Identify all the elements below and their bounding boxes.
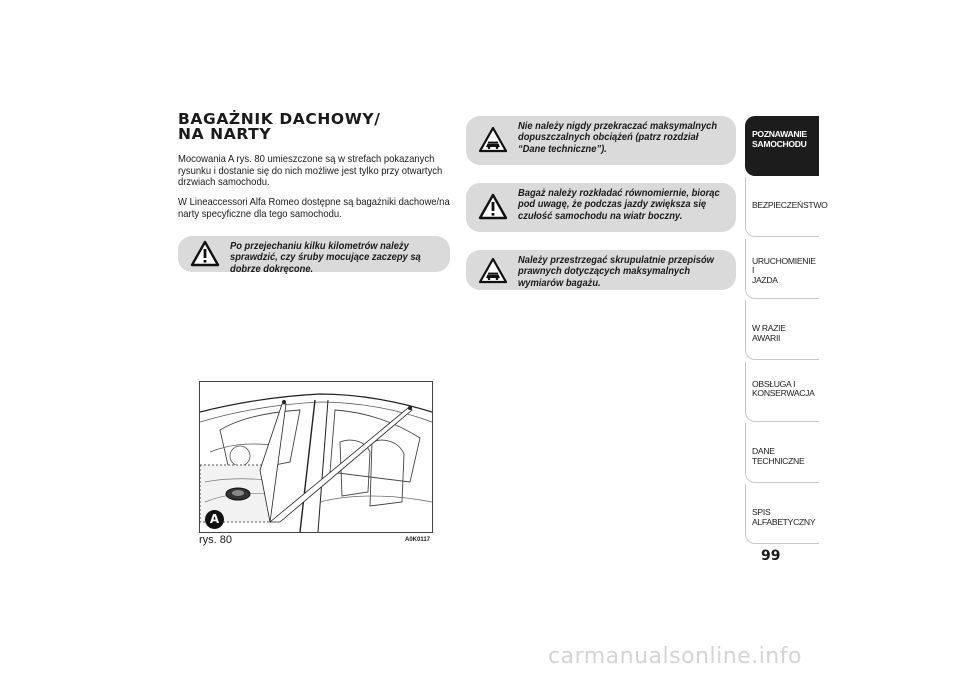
tab-label: KONSERWACJA	[752, 388, 815, 399]
warning-box-even-load	[466, 183, 736, 232]
warning-text: Bagaż należy rozkładać równomiernie, biorąc pod uwagę, że podczas jazdy zwiększa się czułość samochodu na wiatr boczny.	[518, 188, 720, 222]
car-interior-illustration	[200, 382, 432, 532]
roof-rack-mount-figure	[199, 381, 433, 533]
tab-label: POZNAWANIE	[752, 129, 807, 139]
tab-label: BEZPIECZEŃSTWO	[752, 200, 828, 211]
accessories-paragraph: W Lineaccessori Alfa Romeo dostępne są bagażniki dachowe/na narty specyficzne dla tego samochodu.	[178, 197, 450, 220]
figure-code: A0K0117	[405, 537, 431, 543]
tab-label: DANE TECHNICZNE	[752, 445, 805, 466]
tab-obsluga-i-konserwacja[interactable]	[745, 362, 819, 422]
tab-bezpieczenstwo[interactable]	[745, 177, 828, 237]
warning-triangle-icon	[190, 240, 220, 267]
tab-spis-alfabetyczny[interactable]	[745, 484, 819, 544]
warning-triangle-icon	[478, 193, 508, 220]
car-warning-icon	[478, 126, 508, 153]
figure-caption: rys. 80	[199, 534, 233, 546]
callout-label-a: A	[205, 510, 224, 529]
page-number: 99	[761, 548, 781, 564]
tab-label: W RAZIE AWARII	[752, 323, 786, 343]
tab-label: OBSŁUGA I	[752, 378, 796, 389]
car-warning-icon	[478, 257, 508, 284]
section-title	[178, 112, 380, 142]
warning-text: Po przejechaniu kilku kilometrów należy sprawdzić, czy śruby mocujące zaczepy są dobrze dokręcone.	[230, 241, 421, 275]
tab-label: URUCHOMIENIE I	[752, 255, 816, 276]
tab-w-razie-awarii[interactable]	[745, 300, 819, 360]
watermark: carmanualsonline.info	[548, 644, 802, 669]
tab-uruchomienie-i-jazda[interactable]	[745, 239, 819, 299]
tab-label: SAMOCHODU	[752, 138, 807, 149]
section-title-line1: BAGAŻNIK DACHOWY/	[178, 110, 381, 128]
mounting-paragraph: Mocowania A rys. 80 umieszczone są w strefach pokazanych rysunku i dostanie się do nich możliwe jest tylko przy otwartych drzwiach samochodu.	[178, 154, 443, 189]
tab-label: JAZDA	[752, 274, 778, 285]
warning-text: Należy przestrzegać skrupulatnie przepisów prawnych dotyczących maksymalnych wymiarów bagażu.	[518, 255, 714, 289]
chapter-tabs	[745, 116, 828, 546]
warning-box-regulations	[466, 250, 736, 290]
tab-dane-techniczne[interactable]	[745, 423, 819, 483]
tab-label: SPIS ALFABETYCZNY	[752, 507, 816, 527]
warning-box-check-bolts	[178, 236, 450, 275]
warning-text: Nie należy nigdy przekraczać maksymalnych dopuszczalnych obciążeń (patrz rozdział “Dane techniczne”).	[518, 121, 718, 155]
warning-box-max-load	[466, 116, 736, 165]
tab-poznawanie-samochodu[interactable]	[745, 116, 819, 176]
section-title-line2: NA NARTY	[178, 125, 272, 143]
